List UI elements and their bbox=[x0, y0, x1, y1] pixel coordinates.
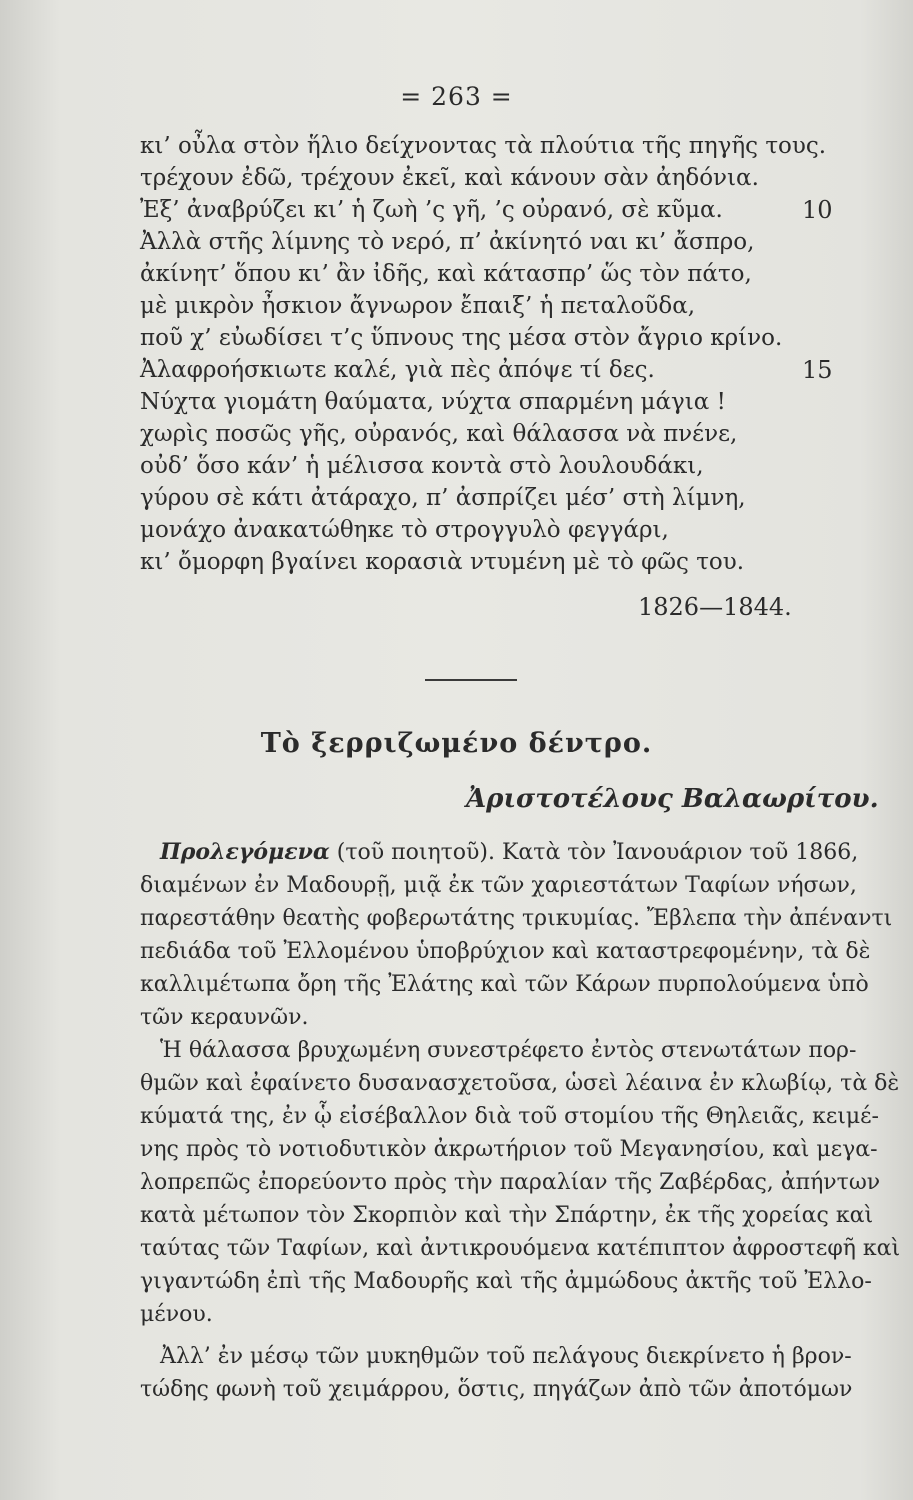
prose-line: Ἀλλ’ ἐν μέσῳ τῶν μυκηθμῶν τοῦ πελάγους διεκρίνετο ἡ βρον- bbox=[160, 1344, 852, 1369]
poem-line-text: ἀκίνητ’ ὅπου κι’ ἂν ἰδῆς, καὶ κάτασπρ’ ὥς τὸν πάτο, bbox=[140, 261, 752, 287]
prose-line: γιγαντώδη ἐπὶ τῆς Μαδουρῆς καὶ τῆς ἀμμώδους ἀκτῆς τοῦ Ἐλλο- bbox=[140, 1269, 872, 1294]
poem-line bbox=[140, 546, 840, 578]
prose-line: πεδιάδα τοῦ Ἐλλομένου ὑποβρύχιον καὶ καταστρεφομένην, τὰ δὲ bbox=[140, 939, 871, 964]
prose-line: Ἡ θάλασσα βρυχωμένη συνεστρέφετο ἐντὸς στενωτάτων πορ- bbox=[160, 1038, 857, 1063]
poem-line bbox=[140, 482, 840, 514]
poem-line bbox=[140, 226, 840, 258]
poem-line bbox=[140, 386, 840, 418]
poem-line-text: μονάχο ἀνακατώθηκε τὸ στρογγυλὸ φεγγάρι, bbox=[140, 517, 669, 543]
poem-line bbox=[140, 194, 840, 226]
poem-line-text: χωρὶς ποσῶς γῆς, οὐρανός, καὶ θάλασσα νὰ πνένε, bbox=[140, 421, 738, 447]
poem-line-text: Ἀλλὰ στῆς λίμνης τὸ νερό, π’ ἀκίνητό ναι κι’ ἄσπρο, bbox=[140, 229, 755, 255]
prose-line: κύματά της, ἐν ᾧ εἰσέβαλλον διὰ τοῦ στομίου τῆς Θηλειᾶς, κειμέ- bbox=[140, 1104, 879, 1129]
poem-line bbox=[140, 322, 840, 354]
poem-line-text: κι’ οὖλα στὸν ἥλιο δείχνοντας τὰ πλούτια τῆς πηγῆς τους. bbox=[140, 133, 827, 159]
poem-text bbox=[140, 130, 840, 578]
line-number: 15 bbox=[802, 356, 833, 384]
section-divider bbox=[425, 679, 517, 681]
poem-line bbox=[140, 450, 840, 482]
prose-line: καλλιμέτωπα ὄρη τῆς Ἐλάτης καὶ τῶν Κάρων πυρπολούμενα ὑπὸ bbox=[140, 972, 869, 997]
prose-line: παρεστάθην θεατὴς φοβερωτάτης τρικυμίας. Ἔβλεπα τὴν ἀπέναντι bbox=[140, 906, 893, 931]
poem-line bbox=[140, 162, 840, 194]
page-number: = 263 = bbox=[400, 82, 513, 111]
poem-line-text: Νύχτα γιομάτη θαύματα, νύχτα σπαρμένη μάγια ! bbox=[140, 389, 726, 415]
poem-line-text: τρέχουν ἐδῶ, τρέχουν ἐκεῖ, καὶ κάνουν σὰν ἀηδόνια. bbox=[140, 165, 759, 191]
paragraph-gap bbox=[140, 1331, 850, 1340]
poem-line bbox=[140, 514, 840, 546]
poem-line-text: κι’ ὄμορφη βγαίνει κορασιὰ ντυμένη μὲ τὸ φῶς του. bbox=[140, 549, 745, 575]
prose-line: τώδης φωνὴ τοῦ χειμάρρου, ὅστις, πηγάζων ἀπὸ τῶν ἀποτόμων bbox=[140, 1377, 853, 1402]
poem-line-text: ποῦ χ’ εὐωδίσει τ’ς ὕπνους της μέσα στὸν ἄγριο κρίνο. bbox=[140, 325, 783, 351]
poem-line-text: μὲ μικρὸν ἦσκιον ἄγνωρον ἔπαιξ’ ἡ πεταλοῦδα, bbox=[140, 293, 696, 319]
poem-line bbox=[140, 290, 840, 322]
line-number: 10 bbox=[802, 196, 833, 224]
prose-line: τῶν κεραυνῶν. bbox=[140, 1005, 309, 1030]
poem-line bbox=[140, 130, 840, 162]
poem-line bbox=[140, 418, 840, 450]
prose-line: ταύτας τῶν Ταφίων, καὶ ἀντικρουόμενα κατέπιπτον ἀφροστεφῆ καὶ bbox=[140, 1236, 901, 1261]
prose-line: θμῶν καὶ ἐφαίνετο δυσανασχετοῦσα, ὡσεὶ λέαινα ἐν κλωβίῳ, τὰ δὲ bbox=[140, 1071, 900, 1096]
section-title: Τὸ ξερριζωμένο δέντρο. bbox=[260, 728, 653, 759]
poem-line-text: Ἐξ’ ἀναβρύζει κι’ ἡ ζωὴ ’ς γῆ, ’ς οὐρανό, σὲ κῦμα. bbox=[140, 197, 723, 223]
poem-line-text: γύρου σὲ κάτι ἀτάραχο, π’ ἀσπρίζει μέσ’ στὴ λίμνη, bbox=[140, 485, 746, 511]
prose-line-text: (τοῦ ποιητοῦ). Κατὰ τὸν Ἰανουάριον τοῦ 1866, bbox=[329, 840, 859, 865]
author-name: Ἀριστοτέλους Βαλαωρίτου. bbox=[466, 784, 879, 814]
prose-line: νης πρὸς τὸ νοτιοδυτικὸν ἀκρωτήριον τοῦ Μεγανησίου, καὶ μεγα- bbox=[140, 1137, 878, 1162]
poem-line bbox=[140, 258, 840, 290]
prose-text bbox=[140, 836, 901, 1406]
prose-line: μένου. bbox=[140, 1302, 213, 1327]
poem-line bbox=[140, 354, 840, 386]
prose-line: κατὰ μέτωπον τὸν Σκορπιὸν καὶ τὴν Σπάρτην, ἐκ τῆς χορείας καὶ bbox=[140, 1203, 874, 1228]
poem-date: 1826—1844. bbox=[638, 593, 792, 621]
poem-line-text: Ἀλαφροήσκιωτε καλέ, γιὰ πὲς ἀπόψε τί δες. bbox=[140, 357, 655, 383]
prose-line: λοπρεπῶς ἐπορεύοντο πρὸς τὴν παραλίαν τῆς Ζαβέρδας, ἀπήντων bbox=[140, 1170, 881, 1195]
prolegomena-label: Προλεγόμενα bbox=[160, 839, 330, 865]
prose-line bbox=[140, 836, 859, 869]
prose-line: διαμένων ἐν Μαδουρῇ, μιᾷ ἐκ τῶν χαριεστάτων Ταφίων νήσων, bbox=[140, 873, 857, 898]
poem-line-text: οὐδ’ ὅσο κάν’ ἡ μέλισσα κοντὰ στὸ λουλουδάκι, bbox=[140, 453, 704, 479]
